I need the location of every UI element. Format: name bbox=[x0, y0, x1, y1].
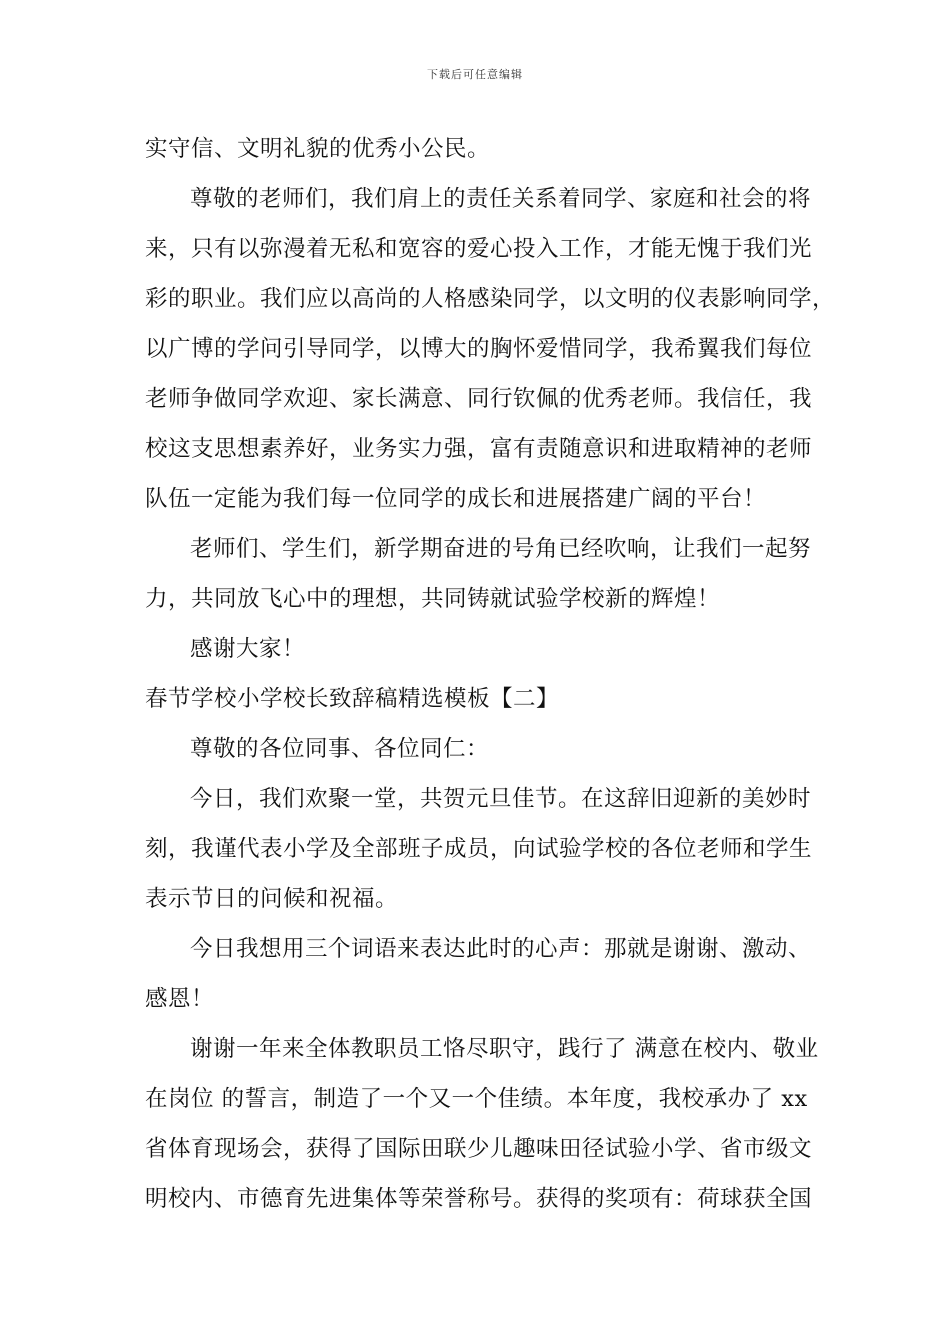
text-line: 刻，我谨代表小学及全部班子成员，向试验学校的各位老师和学生 bbox=[145, 836, 813, 862]
text-line: 来，只有以弥漫着无私和宽容的爱心投入工作，才能无愧于我们光 bbox=[145, 236, 813, 262]
text-line: 尊敬的各位同事、各位同仁： bbox=[190, 736, 490, 762]
text-line: 老师们、学生们，新学期奋进的号角已经吹响，让我们一起努 bbox=[190, 536, 812, 562]
section-heading: 春节学校小学校长致辞稿精选模板【二】 bbox=[145, 686, 560, 712]
text-line: 实守信、文明礼貌的优秀小公民。 bbox=[145, 136, 491, 162]
page-header: 下载后可任意编辑 bbox=[427, 68, 523, 81]
text-line: 校这支思想素养好，业务实力强，富有责随意识和进取精神的老师 bbox=[145, 436, 813, 462]
text-line: 队伍一定能为我们每一位同学的成长和进展搭建广阔的平台！ bbox=[145, 486, 767, 512]
text-line: 感恩！ bbox=[145, 986, 215, 1012]
text-line: 彩的职业。我们应以高尚的人格感染同学，以文明的仪表影响同学， bbox=[145, 286, 836, 312]
text-line: 今日我想用三个词语来表达此时的心声：那就是谢谢、激动、 bbox=[190, 936, 812, 962]
text-line: 今日，我们欢聚一堂，共贺元旦佳节。在这辞旧迎新的美妙时 bbox=[190, 786, 812, 812]
text-line: 力，共同放飞心中的理想，共同铸就试验学校新的辉煌！ bbox=[145, 586, 721, 612]
text-line: 表示节日的问候和祝福。 bbox=[145, 886, 399, 912]
text-line: 谢谢一年来全体教职员工恪尽职守，践行了 满意在校内、敬业 bbox=[190, 1036, 819, 1062]
text-line: 省体育现场会，获得了国际田联少儿趣味田径试验小学、省市级文 bbox=[145, 1136, 813, 1162]
text-line: 在岗位 的誓言，制造了一个又一个佳绩。本年度，我校承办了 xx bbox=[145, 1086, 808, 1112]
text-line: 明校内、市德育先进集体等荣誉称号。获得的奖项有：荷球获全国 bbox=[145, 1186, 813, 1212]
text-line: 感谢大家！ bbox=[190, 636, 306, 662]
text-line: 尊敬的老师们，我们肩上的责任关系着同学、家庭和社会的将 bbox=[190, 186, 812, 212]
text-line: 以广博的学问引导同学，以博大的胸怀爱惜同学，我希翼我们每位 bbox=[145, 336, 813, 362]
text-line: 老师争做同学欢迎、家长满意、同行钦佩的优秀老师。我信任，我 bbox=[145, 386, 813, 412]
